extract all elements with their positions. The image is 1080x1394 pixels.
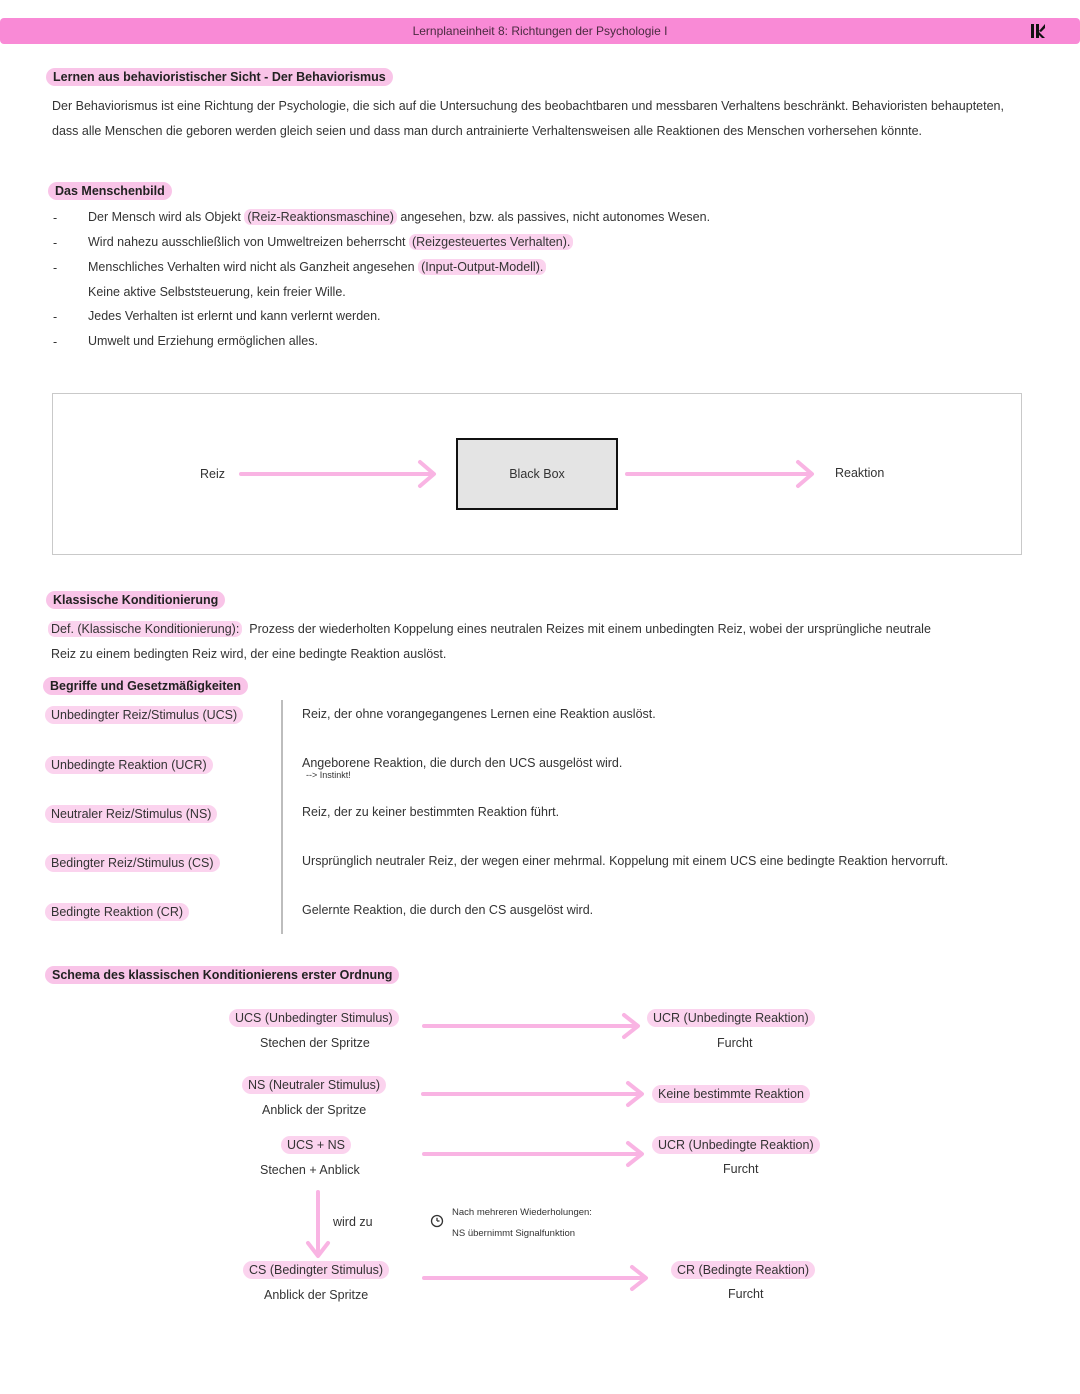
schema-ns-term: NS (Neutraler Stimulus) bbox=[242, 1076, 386, 1094]
schema-ucr-example: Furcht bbox=[717, 1036, 753, 1050]
schema-ucs-ns-example: Stechen + Anblick bbox=[260, 1163, 360, 1177]
list-item-text: Wird nahezu ausschließlich von Umweltreizen beherrscht (Reizgesteuertes Verhalten). bbox=[88, 235, 573, 249]
schema-no-reaction-term: Keine bestimmte Reaktion bbox=[652, 1085, 810, 1103]
arrow-down-wird-zu bbox=[308, 1192, 328, 1256]
arrow-ns-to-no-reaction bbox=[423, 1083, 642, 1105]
arrow-blackbox-to-reaktion bbox=[627, 462, 812, 486]
list-dash: - bbox=[53, 211, 58, 225]
arrow-ucs-ns-to-ucr bbox=[424, 1143, 642, 1165]
schema-ucs-example: Stechen der Spritze bbox=[260, 1036, 370, 1050]
list-dash: - bbox=[53, 310, 58, 324]
schema-cs-example: Anblick der Spritze bbox=[264, 1288, 369, 1302]
schema-down-label: wird zu bbox=[333, 1215, 373, 1229]
term-description: Reiz, der ohne vorangegangenes Lernen eine Reaktion auslöst. bbox=[302, 707, 656, 721]
section-heading-menschenbild: Das Menschenbild bbox=[48, 182, 172, 200]
arrow-ucs-to-ucr bbox=[424, 1015, 638, 1037]
reiz-label: Reiz bbox=[200, 467, 226, 481]
schema-ucr-example-2: Furcht bbox=[723, 1162, 759, 1176]
black-box-label: Black Box bbox=[509, 467, 565, 481]
schema-cr-example: Furcht bbox=[728, 1287, 764, 1301]
term-label: Bedingter Reiz/Stimulus (CS) bbox=[45, 854, 220, 872]
reaktion-label: Reaktion bbox=[835, 466, 885, 480]
list-item-text: Der Mensch wird als Objekt (Reiz-Reaktionsmaschine) angesehen, bzw. als passives, nicht autonomes Wesen. bbox=[88, 210, 711, 224]
arrow-reiz-to-blackbox bbox=[241, 462, 434, 486]
term-label: Neutraler Reiz/Stimulus (NS) bbox=[45, 805, 217, 823]
term-description: Angeborene Reaktion, die durch den UCS ausgelöst wird. bbox=[302, 756, 623, 770]
section-heading-begriffe: Begriffe und Gesetzmäßigkeiten bbox=[43, 677, 248, 695]
schema-cs-term: CS (Bedingter Stimulus) bbox=[243, 1261, 389, 1279]
schema-ucr-term-2: UCR (Unbedingte Reaktion) bbox=[652, 1136, 820, 1154]
behaviorismus-paragraph: Der Behaviorismus ist eine Richtung der Psychologie, die sich auf die Untersuchung des beobachtbaren und messbaren Verhaltens beschränkt. Behavioristen behaupteten, dass alle Menschen die geboren werden gleich seien und dass man durch antrainierte Verhaltensweisen alle Reaktionen des Menschen vorhersehen könnte. bbox=[52, 99, 1004, 138]
schema-ucr-term: UCR (Unbedingte Reaktion) bbox=[647, 1009, 815, 1027]
schema-note-line-2: NS übernimmt Signalfunktion bbox=[452, 1228, 576, 1239]
list-item-text: Jedes Verhalten ist erlernt und kann verlernt werden. bbox=[88, 309, 381, 323]
term-label: Unbedingter Reiz/Stimulus (UCS) bbox=[45, 706, 243, 724]
arrow-cs-to-cr bbox=[424, 1267, 646, 1289]
list-item-text: Umwelt und Erziehung ermöglichen alles. bbox=[88, 334, 318, 348]
list-dash: - bbox=[53, 236, 58, 250]
term-note: --> Instinkt! bbox=[306, 770, 351, 780]
list-dash: - bbox=[53, 335, 58, 349]
schema-ns-example: Anblick der Spritze bbox=[262, 1103, 367, 1117]
section-heading-klassisch: Klassische Konditionierung bbox=[46, 591, 225, 609]
schema-note-line-1: Nach mehreren Wiederholungen: bbox=[452, 1207, 592, 1218]
term-description: Ursprünglich neutraler Reiz, der wegen einer mehrmal. Koppelung mit einem UCS eine bedingte Reaktion hervorruft. bbox=[302, 854, 949, 868]
schema-cr-term: CR (Bedingte Reaktion) bbox=[671, 1261, 815, 1279]
term-label: Bedingte Reaktion (CR) bbox=[45, 903, 189, 921]
definition-line-2: Reiz zu einem bedingten Reiz wird, der eine bedingte Reaktion auslöst. bbox=[51, 647, 447, 661]
term-description: Reiz, der zu keiner bestimmten Reaktion führt. bbox=[302, 805, 560, 819]
schema-ucs-ns-term: UCS + NS bbox=[281, 1136, 351, 1154]
section-heading-schema: Schema des klassischen Konditionierens erster Ordnung bbox=[45, 966, 399, 984]
term-label: Unbedingte Reaktion (UCR) bbox=[45, 756, 213, 774]
definition-label: Def. (Klassische Konditionierung): bbox=[48, 621, 242, 637]
page-title: Lernplaneinheit 8: Richtungen der Psychologie I bbox=[412, 24, 668, 38]
term-description: Gelernte Reaktion, die durch den CS ausgelöst wird. bbox=[302, 903, 594, 917]
definition-line-1: Def. (Klassische Konditionierung): Prozess der wiederholten Koppelung eines neutralen Reizes mit einem unbedingten Reiz, wobei der ursprüngliche neutrale bbox=[48, 622, 931, 636]
schema-ucs-term: UCS (Unbedingter Stimulus) bbox=[229, 1009, 399, 1027]
section-heading-behaviorismus: Lernen aus behavioristischer Sicht - Der Behaviorismus bbox=[46, 68, 393, 86]
list-item-text: Keine aktive Selbststeuerung, kein freier Wille. bbox=[88, 285, 346, 299]
list-dash: - bbox=[53, 261, 58, 275]
list-item-text: Menschliches Verhalten wird nicht als Ganzheit angesehen (Input-Output-Modell). bbox=[88, 260, 546, 274]
